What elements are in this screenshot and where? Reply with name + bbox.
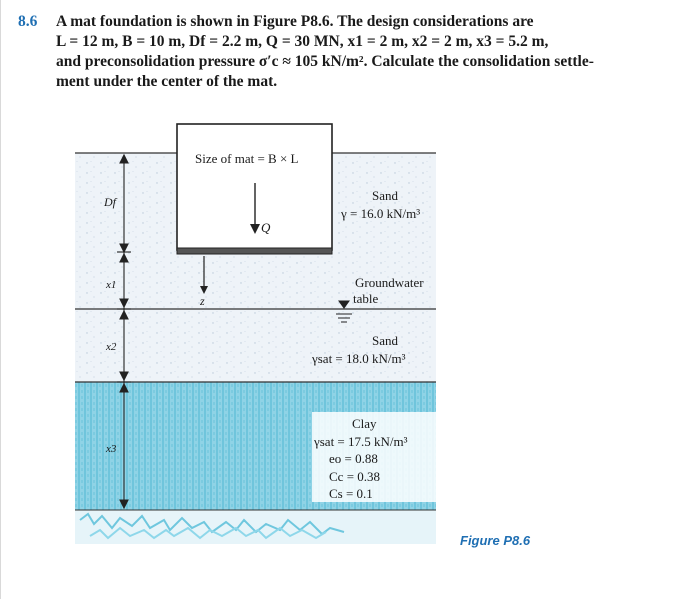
load-label: Q — [261, 220, 271, 235]
sand-bottom-unit-weight: γsat = 18.0 kN/m³ — [312, 351, 406, 366]
dim-x2-label: x2 — [106, 341, 117, 353]
groundwater-label-2: table — [353, 291, 379, 306]
problem-line-4: ment under the center of the mat. — [56, 73, 278, 90]
figure-caption: Figure P8.6 — [460, 533, 531, 548]
clay-unit-weight: γsat = 17.5 kN/m³ — [314, 434, 408, 449]
clay-cc: Cc = 0.38 — [329, 469, 381, 484]
dim-df-label: Df — [104, 195, 116, 209]
clay-eo: eo = 0.88 — [329, 451, 378, 466]
dim-x3-label: x3 — [106, 443, 117, 455]
clay-cs: Cs = 0.1 — [329, 486, 373, 501]
problem-line-1: A mat foundation is shown in Figure P8.6. The design considerations are — [56, 13, 534, 30]
problem-line-3: and preconsolidation pressure σ′c ≈ 105 kN/m². Calculate the consolidation settle- — [56, 53, 594, 70]
problem-line-2: L = 12 m, B = 10 m, Df = 2.2 m, Q = 30 MN, x1 = 2 m, x2 = 2 m, x3 = 5.2 m, — [56, 33, 549, 50]
rock-base — [75, 510, 436, 544]
sand-bottom-name: Sand — [372, 333, 398, 348]
dim-x1-label: x1 — [106, 279, 117, 291]
depth-z-label: z — [200, 294, 205, 308]
clay-name: Clay — [352, 416, 377, 431]
problem-number: 8.6 — [18, 13, 38, 30]
mat-size-label: Size of mat = B × L — [195, 151, 299, 166]
groundwater-label-1: Groundwater — [355, 275, 424, 290]
sand-top-name: Sand — [372, 188, 398, 203]
sand-top-unit-weight: γ = 16.0 kN/m³ — [341, 206, 421, 221]
